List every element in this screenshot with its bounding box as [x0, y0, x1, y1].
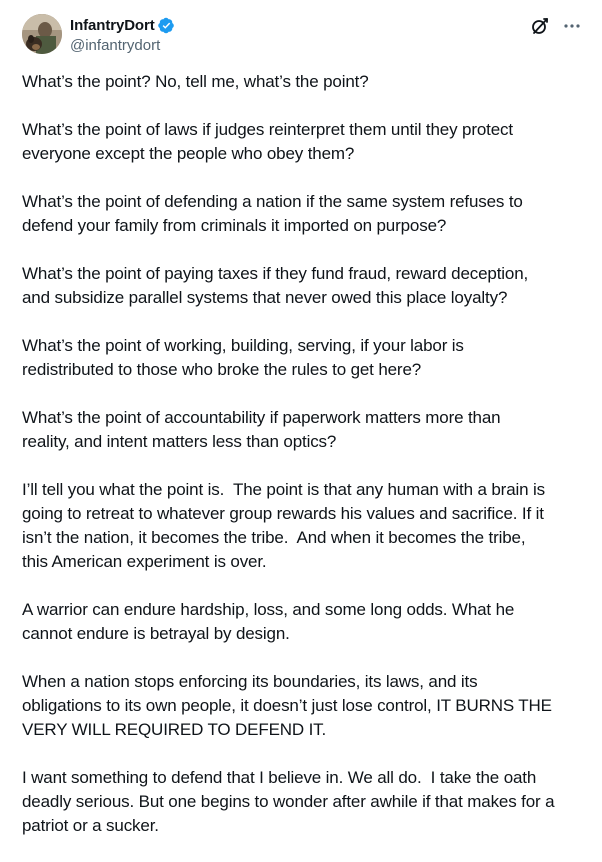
avatar[interactable]: [22, 14, 62, 54]
post-paragraph: What’s the point? No, tell me, what’s the point?: [22, 72, 369, 91]
post-paragraph: What’s the point of working, building, serving, if your labor is redistributed to those who broke the rules to get here?: [22, 336, 464, 379]
more-icon[interactable]: [562, 16, 582, 36]
display-name[interactable]: InfantryDort: [70, 16, 155, 34]
post-paragraph: When a nation stops enforcing its boundaries, its laws, and its obligations to its own people, it doesn’t just lose control, IT BURNS THE VERY WILL REQUIRED TO DEFEND IT.: [22, 672, 552, 739]
post-paragraph: I’ll tell you what the point is. The point is that any human with a brain is going to retreat to whatever group rewards his values and sacrifice. If it isn’t the nation, it becomes the tribe. And when it becomes the tribe, this American experiment is over.: [22, 480, 545, 571]
verified-badge-icon[interactable]: [158, 17, 175, 34]
display-name-row: [70, 15, 175, 35]
tweet-header: [22, 14, 588, 58]
tweet-actions: [530, 16, 582, 36]
tweet-text: [22, 70, 588, 862]
author-names: [70, 15, 175, 54]
post-paragraph: I want something to defend that I believe in. We all do. I take the oath deadly serious. But one begins to wonder after awhile if that makes for a patriot or a sucker.: [22, 768, 555, 835]
post-paragraph: What’s the point of paying taxes if they fund fraud, reward deception, and subsidize parallel systems that never owed this place loyalty?: [22, 264, 529, 307]
post-paragraph: What’s the point of laws if judges reinterpret them until they protect everyone except the people who obey them?: [22, 120, 513, 163]
author-handle[interactable]: @infantrydort: [70, 37, 161, 54]
post-paragraph: What’s the point of defending a nation if the same system refuses to defend your family from criminals it imported on purpose?: [22, 192, 523, 235]
post-paragraph: A warrior can endure hardship, loss, and some long odds. What he cannot endure is betrayal by design.: [22, 600, 515, 643]
avatar-image: [22, 14, 62, 54]
grok-icon[interactable]: [530, 16, 550, 36]
post-paragraph: What’s the point of accountability if paperwork matters more than reality, and intent matters less than optics?: [22, 408, 501, 451]
